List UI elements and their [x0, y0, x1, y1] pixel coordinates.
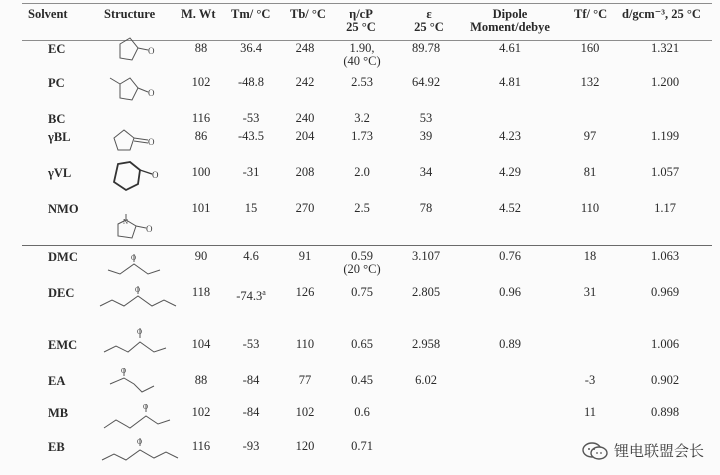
cell-value: 89.78 — [411, 41, 441, 55]
diethyl-carbonate-structure — [96, 284, 180, 314]
cell-dipole — [480, 42, 540, 55]
cell-tf — [570, 250, 610, 263]
wechat-icon — [582, 441, 608, 461]
cell-value: -3 — [584, 373, 596, 387]
header-tm: Tm/ °C — [231, 7, 271, 21]
cell-value: 90 — [194, 249, 208, 263]
cell-tf — [570, 130, 610, 143]
cell-tm — [228, 440, 274, 453]
cell-value: 208 — [295, 165, 315, 179]
oxygen-label: O — [143, 403, 149, 411]
oxygen-label: O — [121, 367, 127, 375]
cell-tb — [286, 166, 324, 179]
header-epsilon — [406, 8, 452, 34]
cell-value: 4.23 — [499, 129, 521, 143]
cell-value: 102 — [191, 75, 211, 89]
cell-value: 2.805 — [411, 285, 441, 299]
cell-value: 0.6 — [354, 405, 370, 419]
header-tb: Tb/ °C — [290, 7, 326, 21]
cell-value: 242 — [295, 75, 315, 89]
cell-value: 0.969 — [650, 285, 680, 299]
oxygen-label: O — [137, 328, 143, 336]
cell-value: 2.0 — [354, 165, 370, 179]
cell-value: 0.65 — [351, 337, 373, 351]
cell-value: 0.96 — [499, 285, 521, 299]
cell-value: 240 — [295, 111, 315, 125]
solvent-name: DEC — [48, 286, 75, 300]
oxygen-label: O — [137, 438, 143, 446]
cell-value: 3.2 — [354, 111, 370, 125]
cell-d — [638, 166, 692, 179]
cell-value: 1.057 — [650, 165, 680, 179]
cell-d — [638, 130, 692, 143]
cell-tm — [228, 374, 274, 387]
cell-d — [638, 286, 692, 299]
cell-d — [638, 406, 692, 419]
cell-value: 132 — [580, 75, 600, 89]
cell-value: -93 — [242, 439, 260, 453]
cell-eps — [400, 130, 452, 143]
cell-value: 0.59 — [351, 249, 373, 263]
cell-value: 120 — [295, 439, 315, 453]
watermark — [582, 440, 704, 461]
cell-value: 248 — [295, 41, 315, 55]
cell-eps — [400, 76, 452, 89]
cell-value: 36.4 — [240, 41, 262, 55]
cell-value: 100 — [191, 165, 211, 179]
cell-tm — [228, 338, 274, 351]
cell-dipole — [480, 166, 540, 179]
cell-d — [638, 76, 692, 89]
cell-value: 1.90, — [349, 41, 375, 55]
cell-value-line2: (40 °C) — [343, 54, 381, 68]
cell-value: 102 — [191, 405, 211, 419]
cell-value: 104 — [191, 337, 211, 351]
ethyl-methyl-carbonate-structure — [100, 326, 176, 360]
cell-value: 101 — [191, 201, 211, 215]
cell-value: 126 — [295, 285, 315, 299]
cell-value: 118 — [191, 285, 211, 299]
cell-eta — [338, 250, 386, 276]
cell-value: 31 — [583, 285, 597, 299]
cell-tf — [570, 374, 610, 387]
ethylene-carbonate-structure — [110, 38, 170, 72]
header-solvent: Solvent — [28, 7, 68, 21]
cell-d — [638, 374, 692, 387]
solvent-name: EMC — [48, 338, 78, 352]
dimethyl-carbonate-structure — [104, 252, 166, 282]
header-tf: Tf/ °C — [574, 7, 608, 21]
cell-mw — [184, 374, 218, 387]
cell-tb — [286, 286, 324, 299]
cell-value: 0.75 — [351, 285, 373, 299]
solvent-name: EA — [48, 374, 66, 388]
header-density: d/gcm⁻³, 25 °C — [622, 7, 701, 21]
cell-value: -84 — [242, 405, 260, 419]
cell-tb — [286, 406, 324, 419]
cell-d — [638, 42, 692, 55]
cell-value: 4.29 — [499, 165, 521, 179]
cell-eps — [400, 42, 452, 55]
cell-eps — [400, 112, 452, 125]
ethyl-butyrate-structure — [98, 436, 182, 470]
header-epsilon-line2: 25 °C — [414, 20, 444, 34]
cell-tb — [286, 130, 324, 143]
cell-value: 88 — [194, 373, 208, 387]
n-methyl-oxazolidinone-structure — [108, 212, 168, 246]
cell-eta — [338, 338, 386, 351]
cell-value: 1.17 — [654, 201, 676, 215]
cell-mw — [184, 166, 218, 179]
cell-tm — [228, 286, 274, 303]
cell-tf — [570, 76, 610, 89]
oxygen-label: O — [146, 224, 153, 234]
cell-eta — [338, 76, 386, 89]
cell-tb — [286, 374, 324, 387]
cell-mw — [184, 42, 218, 55]
cell-value: 160 — [580, 41, 600, 55]
cell-value: 1.73 — [351, 129, 373, 143]
solvent-name: BC — [48, 112, 66, 126]
cell-value: 0.902 — [650, 373, 680, 387]
cell-dipole — [480, 338, 540, 351]
cell-value: 77 — [298, 373, 312, 387]
cell-value: 78 — [419, 201, 433, 215]
cell-value: -53 — [242, 111, 260, 125]
cell-value: 91 — [298, 249, 312, 263]
header-dipole — [462, 8, 558, 34]
cell-value: 4.52 — [499, 201, 521, 215]
cell-tm — [228, 406, 274, 419]
cell-value: 53 — [419, 111, 433, 125]
cell-value: 11 — [583, 405, 597, 419]
cell-value: 81 — [583, 165, 597, 179]
cell-mw — [184, 406, 218, 419]
nitrogen-label: N — [123, 218, 129, 226]
solvent-name: γBL — [48, 130, 71, 144]
watermark-text: 锂电联盟会长 — [613, 442, 704, 460]
cell-dipole — [480, 76, 540, 89]
cell-value: -31 — [242, 165, 260, 179]
cell-dipole — [480, 202, 540, 215]
solvent-name: PC — [48, 76, 65, 90]
solvent-name: DMC — [48, 250, 78, 264]
cell-tf — [570, 202, 610, 215]
cell-value: 18 — [583, 249, 597, 263]
cell-tb — [286, 76, 324, 89]
cell-eta — [338, 42, 386, 68]
gamma-valerolactone-structure — [108, 160, 174, 196]
cell-mw — [184, 338, 218, 351]
header-mw: M. Wt — [181, 7, 216, 21]
cell-value: 2.53 — [351, 75, 373, 89]
cell-eta — [338, 286, 386, 299]
cell-value: -43.5 — [237, 129, 265, 143]
cell-eta — [338, 112, 386, 125]
cell-value: -84 — [242, 373, 260, 387]
cell-value: 1.200 — [650, 75, 680, 89]
oxygen-label: O — [135, 286, 141, 294]
cell-value: 110 — [295, 337, 315, 351]
cell-value: 110 — [580, 201, 600, 215]
solvent-name: EC — [48, 42, 66, 56]
solvent-name: γVL — [48, 166, 72, 180]
cell-tf — [570, 286, 610, 299]
cell-dipole — [480, 286, 540, 299]
cell-value: 0.898 — [650, 405, 680, 419]
cell-value: 0.76 — [499, 249, 521, 263]
oxygen-label: O — [152, 170, 159, 180]
header-eta-line2: 25 °C — [346, 20, 376, 34]
cell-eta — [338, 440, 386, 453]
cell-d — [638, 202, 692, 215]
cell-value: 102 — [295, 405, 315, 419]
cell-value: 64.92 — [411, 75, 441, 89]
cell-d — [638, 250, 692, 263]
footnote-marker: a — [262, 288, 266, 297]
cell-value: 270 — [295, 201, 315, 215]
header-dipole-line2: Moment/debye — [470, 20, 550, 34]
cell-mw — [184, 286, 218, 299]
cell-tm — [228, 202, 274, 215]
solvent-name: MB — [48, 406, 69, 420]
cell-value: 2.5 — [354, 201, 370, 215]
cell-tb — [286, 338, 324, 351]
cell-dipole — [480, 130, 540, 143]
oxygen-label: O — [148, 88, 155, 98]
cell-tb — [286, 112, 324, 125]
cell-value: 204 — [295, 129, 315, 143]
cell-value: 0.45 — [351, 373, 373, 387]
cell-eta — [338, 374, 386, 387]
oxygen-label: O — [148, 46, 155, 56]
oxygen-label: O — [131, 254, 137, 262]
cell-value: -74.3 — [236, 289, 263, 304]
cell-eta — [338, 166, 386, 179]
cell-tb — [286, 250, 324, 263]
cell-d — [638, 338, 692, 351]
header-eta-line1: η/cP — [349, 7, 373, 21]
cell-tf — [570, 166, 610, 179]
cell-value: 1.321 — [650, 41, 680, 55]
solvent-name: EB — [48, 440, 65, 454]
cell-tm — [228, 112, 274, 125]
cell-mw — [184, 202, 218, 215]
cell-value: 97 — [583, 129, 597, 143]
cell-tm — [228, 130, 274, 143]
cell-mw — [184, 440, 218, 453]
cell-eps — [400, 286, 452, 299]
gamma-butyrolactone-structure — [108, 128, 168, 162]
methyl-butyrate-structure — [100, 400, 176, 436]
cell-tm — [228, 42, 274, 55]
cell-value: 4.81 — [499, 75, 521, 89]
cell-value: 39 — [419, 129, 433, 143]
header-structure: Structure — [104, 7, 156, 21]
cell-value: -48.8 — [237, 75, 265, 89]
cell-value: 2.958 — [411, 337, 441, 351]
cell-mw — [184, 130, 218, 143]
cell-value: 116 — [191, 439, 211, 453]
cell-mw — [184, 250, 218, 263]
cell-eps — [400, 202, 452, 215]
cell-value: 4.6 — [243, 249, 259, 263]
cell-eps — [400, 338, 452, 351]
cell-value: 6.02 — [415, 373, 437, 387]
cell-value: 3.107 — [411, 249, 441, 263]
header-dipole-line1: Dipole — [492, 7, 528, 21]
cell-tb — [286, 440, 324, 453]
cell-tm — [228, 250, 274, 263]
cell-value: 1.006 — [650, 337, 680, 351]
oxygen-label: O — [148, 137, 155, 147]
cell-tb — [286, 202, 324, 215]
cell-eta — [338, 202, 386, 215]
solvent-name: NMO — [48, 202, 79, 216]
cell-tb — [286, 42, 324, 55]
propylene-carbonate-structure — [104, 74, 168, 110]
header-eta — [338, 8, 384, 34]
cell-tf — [570, 42, 610, 55]
cell-value: 0.71 — [351, 439, 373, 453]
cell-value: 1.199 — [650, 129, 680, 143]
top-rule — [22, 3, 712, 4]
cell-dipole — [480, 250, 540, 263]
cell-tm — [228, 166, 274, 179]
cell-eps — [400, 166, 452, 179]
cell-tf — [570, 406, 610, 419]
cell-value-line2: (20 °C) — [343, 262, 381, 276]
cell-value: -53 — [242, 337, 260, 351]
cell-value: 1.063 — [650, 249, 680, 263]
cell-value: 116 — [191, 111, 211, 125]
cell-mw — [184, 112, 218, 125]
header-epsilon-line1: ε — [426, 7, 432, 21]
cell-eps — [400, 374, 452, 387]
cell-mw — [184, 76, 218, 89]
cell-tm — [228, 76, 274, 89]
cell-value: 15 — [244, 201, 258, 215]
cell-eps — [400, 250, 452, 263]
cell-value: 34 — [419, 165, 433, 179]
ethyl-acetate-structure — [104, 364, 168, 402]
cell-eta — [338, 406, 386, 419]
cell-value: 0.89 — [499, 337, 521, 351]
cell-value: 4.61 — [499, 41, 521, 55]
cell-eta — [338, 130, 386, 143]
cell-value: 86 — [194, 129, 208, 143]
cell-value: 88 — [194, 41, 208, 55]
